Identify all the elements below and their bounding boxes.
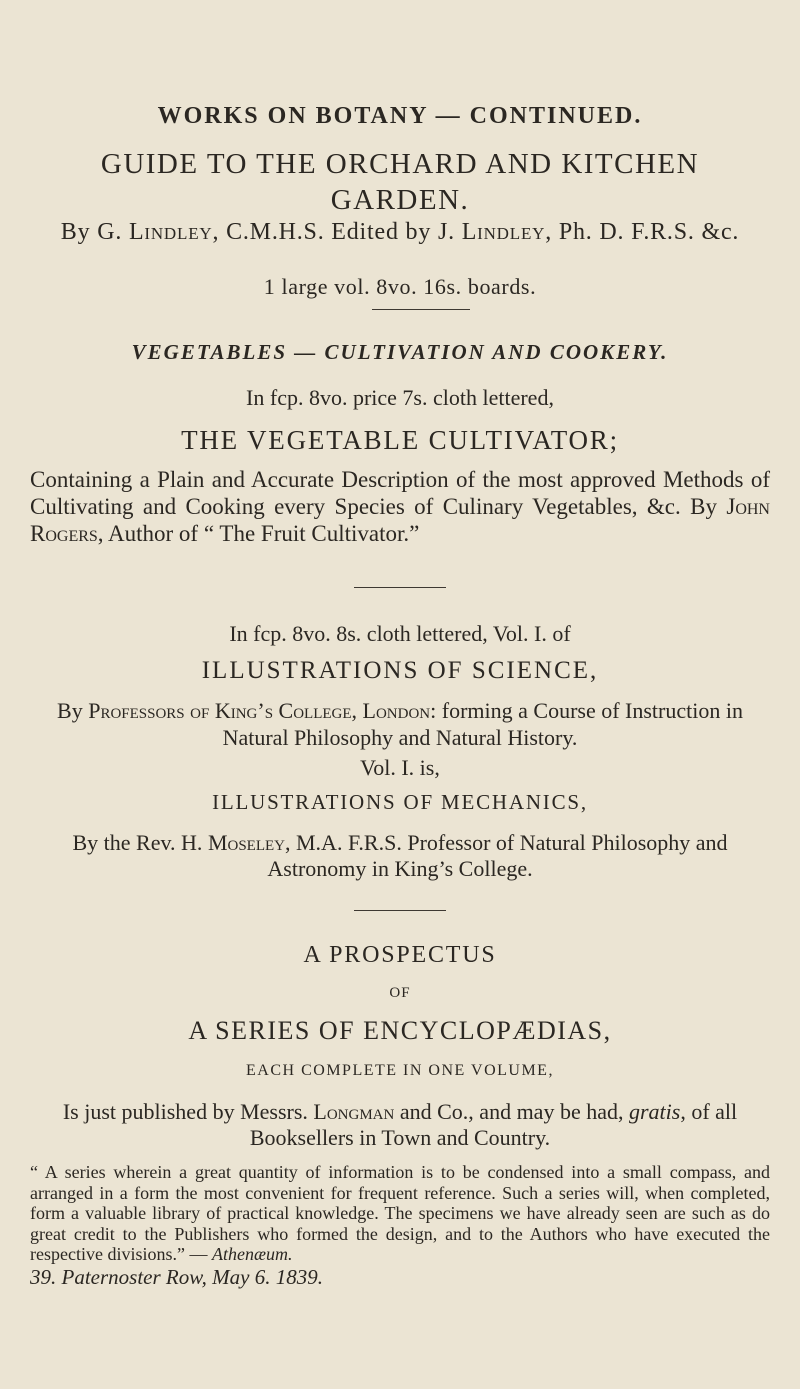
orchard-guide-title: GUIDE TO THE ORCHARD AND KITCHEN GARDEN.: [100, 148, 700, 216]
description-tail: , Author of “ The Fruit Cultivator.”: [97, 521, 420, 546]
prospectus-of: OF: [389, 985, 411, 1001]
description-lead: Containing a Plain and Accurate Description of the most approved Methods of Cultivating and Cooking every Species of Culinary Vegetables, &c. By: [30, 467, 770, 519]
encyclopaedias-subtitle: EACH COMPLETE IN ONE VOLUME,: [246, 1062, 554, 1079]
editor-credentials: , Ph. D. F.R.S. &c.: [545, 219, 740, 245]
illustrations-format: In fcp. 8vo. 8s. cloth lettered, Vol. I. of: [229, 621, 571, 646]
publisher-name-longman: Longman: [313, 1099, 395, 1124]
running-head: WORKS ON BOTANY — CONTINUED.: [157, 103, 643, 129]
vegetable-cultivator-description: [30, 466, 770, 547]
quote-text: “ A series wherein a great quantity of information is to be condensed into a small compass, and arranged in a form the most convenient for frequent reference. Such a series will, when completed, form a valuable library of practical knowledge. The specimens we have already seen are such as do great credit to the Publishers who formed the design, and to the Authors who have executed the respective divisions.” —: [30, 1162, 770, 1264]
footer-imprint: 39. Paternoster Row, May 6. 1839.: [30, 1265, 323, 1289]
publication-gratis: gratis: [628, 1099, 681, 1124]
authors-tail: : forming a Course of Instruction in Natural Philosophy and Natural History.: [222, 698, 743, 750]
mechanics-author: [30, 830, 770, 882]
orchard-guide-author: [30, 218, 770, 246]
vegetable-cultivator-title: THE VEGETABLE CULTIVATOR;: [181, 425, 619, 455]
author-name-g-lindley: Lindley: [128, 219, 213, 245]
authors-name: Professors of King’s College, London: [88, 698, 431, 723]
author-credentials: , C.M.H.S. Edited by J.: [212, 219, 462, 245]
quote-source: Athenæum.: [211, 1244, 293, 1264]
prospectus-heading: A PROSPECTUS: [303, 942, 497, 968]
section-divider: [354, 587, 446, 588]
athenaeum-quote: [30, 1162, 770, 1265]
publication-mid: and Co., and may be had,: [394, 1099, 629, 1124]
publication-lead: Is just published by Messrs.: [62, 1099, 314, 1124]
vegetable-cultivator-format: In fcp. 8vo. price 7s. cloth lettered,: [246, 385, 554, 410]
illustrations-of-mechanics-title: ILLUSTRATIONS OF MECHANICS,: [212, 790, 588, 814]
publication-tail: , of all Booksellers in Town and Country.: [249, 1099, 738, 1150]
orchard-guide-format: 1 large vol. 8vo. 16s. boards.: [263, 274, 537, 299]
vegetables-heading: VEGETABLES — CULTIVATION AND COOKERY.: [131, 340, 669, 364]
authors-by: By: [57, 698, 89, 723]
author-name-john-rogers: John Rogers: [30, 494, 770, 546]
section-divider: [372, 309, 470, 310]
section-divider: [354, 910, 446, 911]
editor-name-j-lindley: Lindley: [461, 219, 546, 245]
encyclopaedias-title: A SERIES OF ENCYCLOPÆDIAS,: [188, 1016, 612, 1045]
prospectus-publication-note: [30, 1099, 770, 1151]
author-by: By G.: [60, 219, 129, 245]
illustrations-authors: [30, 697, 770, 751]
mech-author-lead: By the Rev. H.: [72, 830, 208, 855]
mech-author-tail: , M.A. F.R.S. Professor of Natural Philosophy and Astronomy in King’s College.: [267, 830, 728, 881]
illustrations-of-science-title: ILLUSTRATIONS OF SCIENCE,: [201, 657, 599, 684]
volume-note: Vol. I. is,: [360, 755, 440, 780]
author-name-moseley: Moseley: [207, 830, 285, 855]
